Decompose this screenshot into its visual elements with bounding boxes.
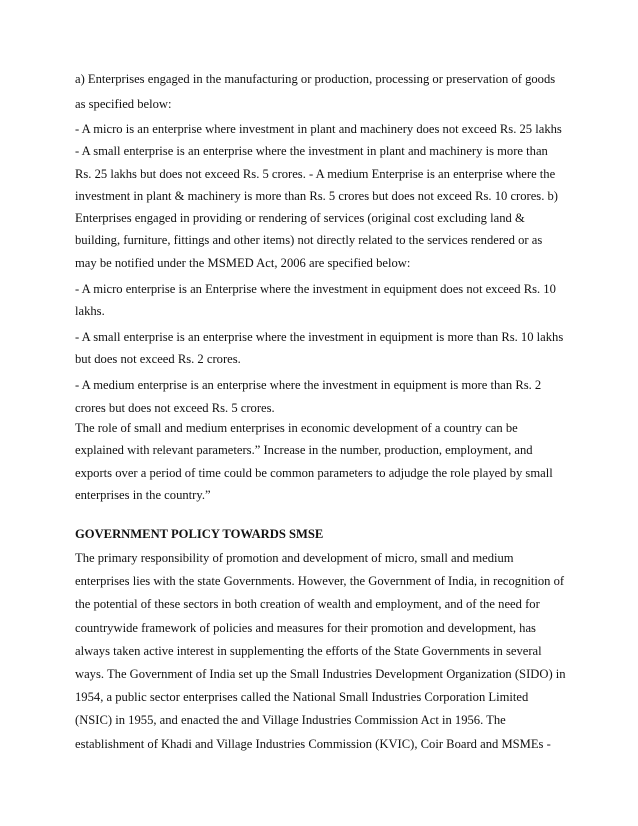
text-line: Enterprises engaged in providing or rendering of services (original cost excluding land &	[75, 211, 525, 225]
text-line: investment in plant & machinery is more than Rs. 5 crores but does not exceed Rs. 10 crores. b)	[75, 189, 558, 203]
text-line: as specified below:	[75, 97, 172, 111]
text-line: The role of small and medium enterprises in economic development of a country can be	[75, 421, 518, 435]
text-line: the potential of these sectors in both creation of wealth and employment, and of the need for	[75, 597, 540, 611]
text-line: 1954, a public sector enterprises called the National Small Industries Corporation Limited	[75, 690, 529, 704]
text-line: enterprises lies with the state Governments. However, the Government of India, in recognition of	[75, 574, 565, 588]
text-line: - A micro is an enterprise where investment in plant and machinery does not exceed Rs. 25 lakhs	[75, 122, 562, 136]
text-line: but does not exceed Rs. 2 crores.	[75, 352, 241, 366]
text-line: explained with relevant parameters.” Increase in the number, production, employment, and	[75, 443, 533, 457]
text-line: ways. The Government of India set up the Small Industries Development Organization (SIDO) in	[75, 667, 566, 681]
text-line: The primary responsibility of promotion and development of micro, small and medium	[75, 551, 514, 565]
text-line: always taken active interest in supplementing the efforts of the State Governments in several	[75, 644, 542, 658]
text-line: lakhs.	[75, 304, 105, 318]
text-line: - A small enterprise is an enterprise where the investment in plant and machinery is more than	[75, 144, 548, 158]
section-heading: GOVERNMENT POLICY TOWARDS SMSE	[75, 527, 324, 541]
text-line: building, furniture, fittings and other items) not directly related to the services rendered or as	[75, 233, 543, 247]
text-line: crores but does not exceed Rs. 5 crores.	[75, 401, 275, 415]
text-line: a) Enterprises engaged in the manufacturing or production, processing or preservation of goods	[75, 72, 556, 86]
text-line: enterprises in the country.”	[75, 488, 211, 502]
text-line: - A medium enterprise is an enterprise where the investment in equipment is more than Rs. 2	[75, 378, 542, 392]
text-line: - A small enterprise is an enterprise where the investment in equipment is more than Rs. 10 lakhs	[75, 330, 564, 344]
text-line: exports over a period of time could be common parameters to adjudge the role played by small	[75, 466, 553, 480]
text-line: Rs. 25 lakhs but does not exceed Rs. 5 crores. - A medium Enterprise is an enterprise where the	[75, 167, 556, 181]
text-line: may be notified under the MSMED Act, 2006 are specified below:	[75, 256, 411, 270]
text-line: - A micro enterprise is an Enterprise where the investment in equipment does not exceed Rs. 10	[75, 282, 556, 296]
text-line: establishment of Khadi and Village Industries Commission (KVIC), Coir Board and MSMEs -	[75, 737, 551, 751]
text-line: countrywide framework of policies and measures for their promotion and development, has	[75, 621, 536, 635]
text-line: (NSIC) in 1955, and enacted the and Village Industries Commission Act in 1956. The	[75, 713, 506, 727]
